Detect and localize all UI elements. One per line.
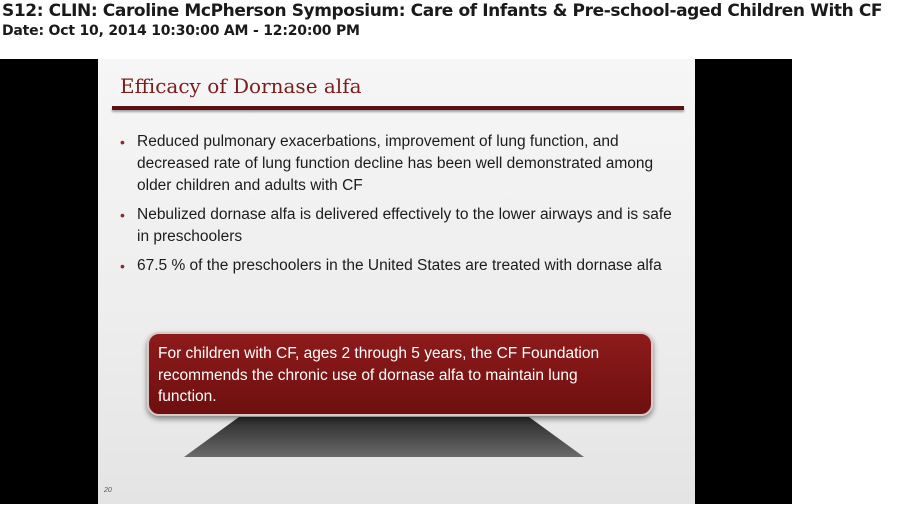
bullet-item <box>118 255 678 277</box>
slide-number: 20 <box>104 487 112 494</box>
callout-text: For children with CF, ages 2 through 5 years, the CF Foundation recommends the chronic use of dornase alfa to maintain lung function. <box>158 345 600 405</box>
bullet-item <box>118 131 678 197</box>
bullet-marker: • <box>120 134 125 150</box>
session-date: Date: Oct 10, 2014 10:30:00 AM - 12:20:00 PM <box>2 23 360 39</box>
callout-box <box>147 332 653 416</box>
pyramid-shadow-shape <box>184 417 584 457</box>
bullet-text: Reduced pulmonary exacerbations, improvement of lung function, and decreased rate of lung function decline has been well demonstrated among older children and adults with CF <box>137 133 654 194</box>
title-divider <box>112 106 684 110</box>
video-player[interactable] <box>0 59 792 504</box>
bullet-list <box>118 131 678 284</box>
bullet-item <box>118 204 678 248</box>
bullet-marker: • <box>120 207 125 223</box>
slide-title: Efficacy of Dornase alfa <box>120 74 362 98</box>
bullet-marker: • <box>120 258 125 274</box>
bullet-text: Nebulized dornase alfa is delivered effectively to the lower airways and is safe in preschoolers <box>137 206 672 245</box>
session-title: S12: CLIN: Caroline McPherson Symposium: Care of Infants & Pre-school-aged Children With CF <box>2 1 883 21</box>
presentation-slide <box>98 59 695 504</box>
bullet-text: 67.5 % of the preschoolers in the United States are treated with dornase alfa <box>137 257 662 274</box>
